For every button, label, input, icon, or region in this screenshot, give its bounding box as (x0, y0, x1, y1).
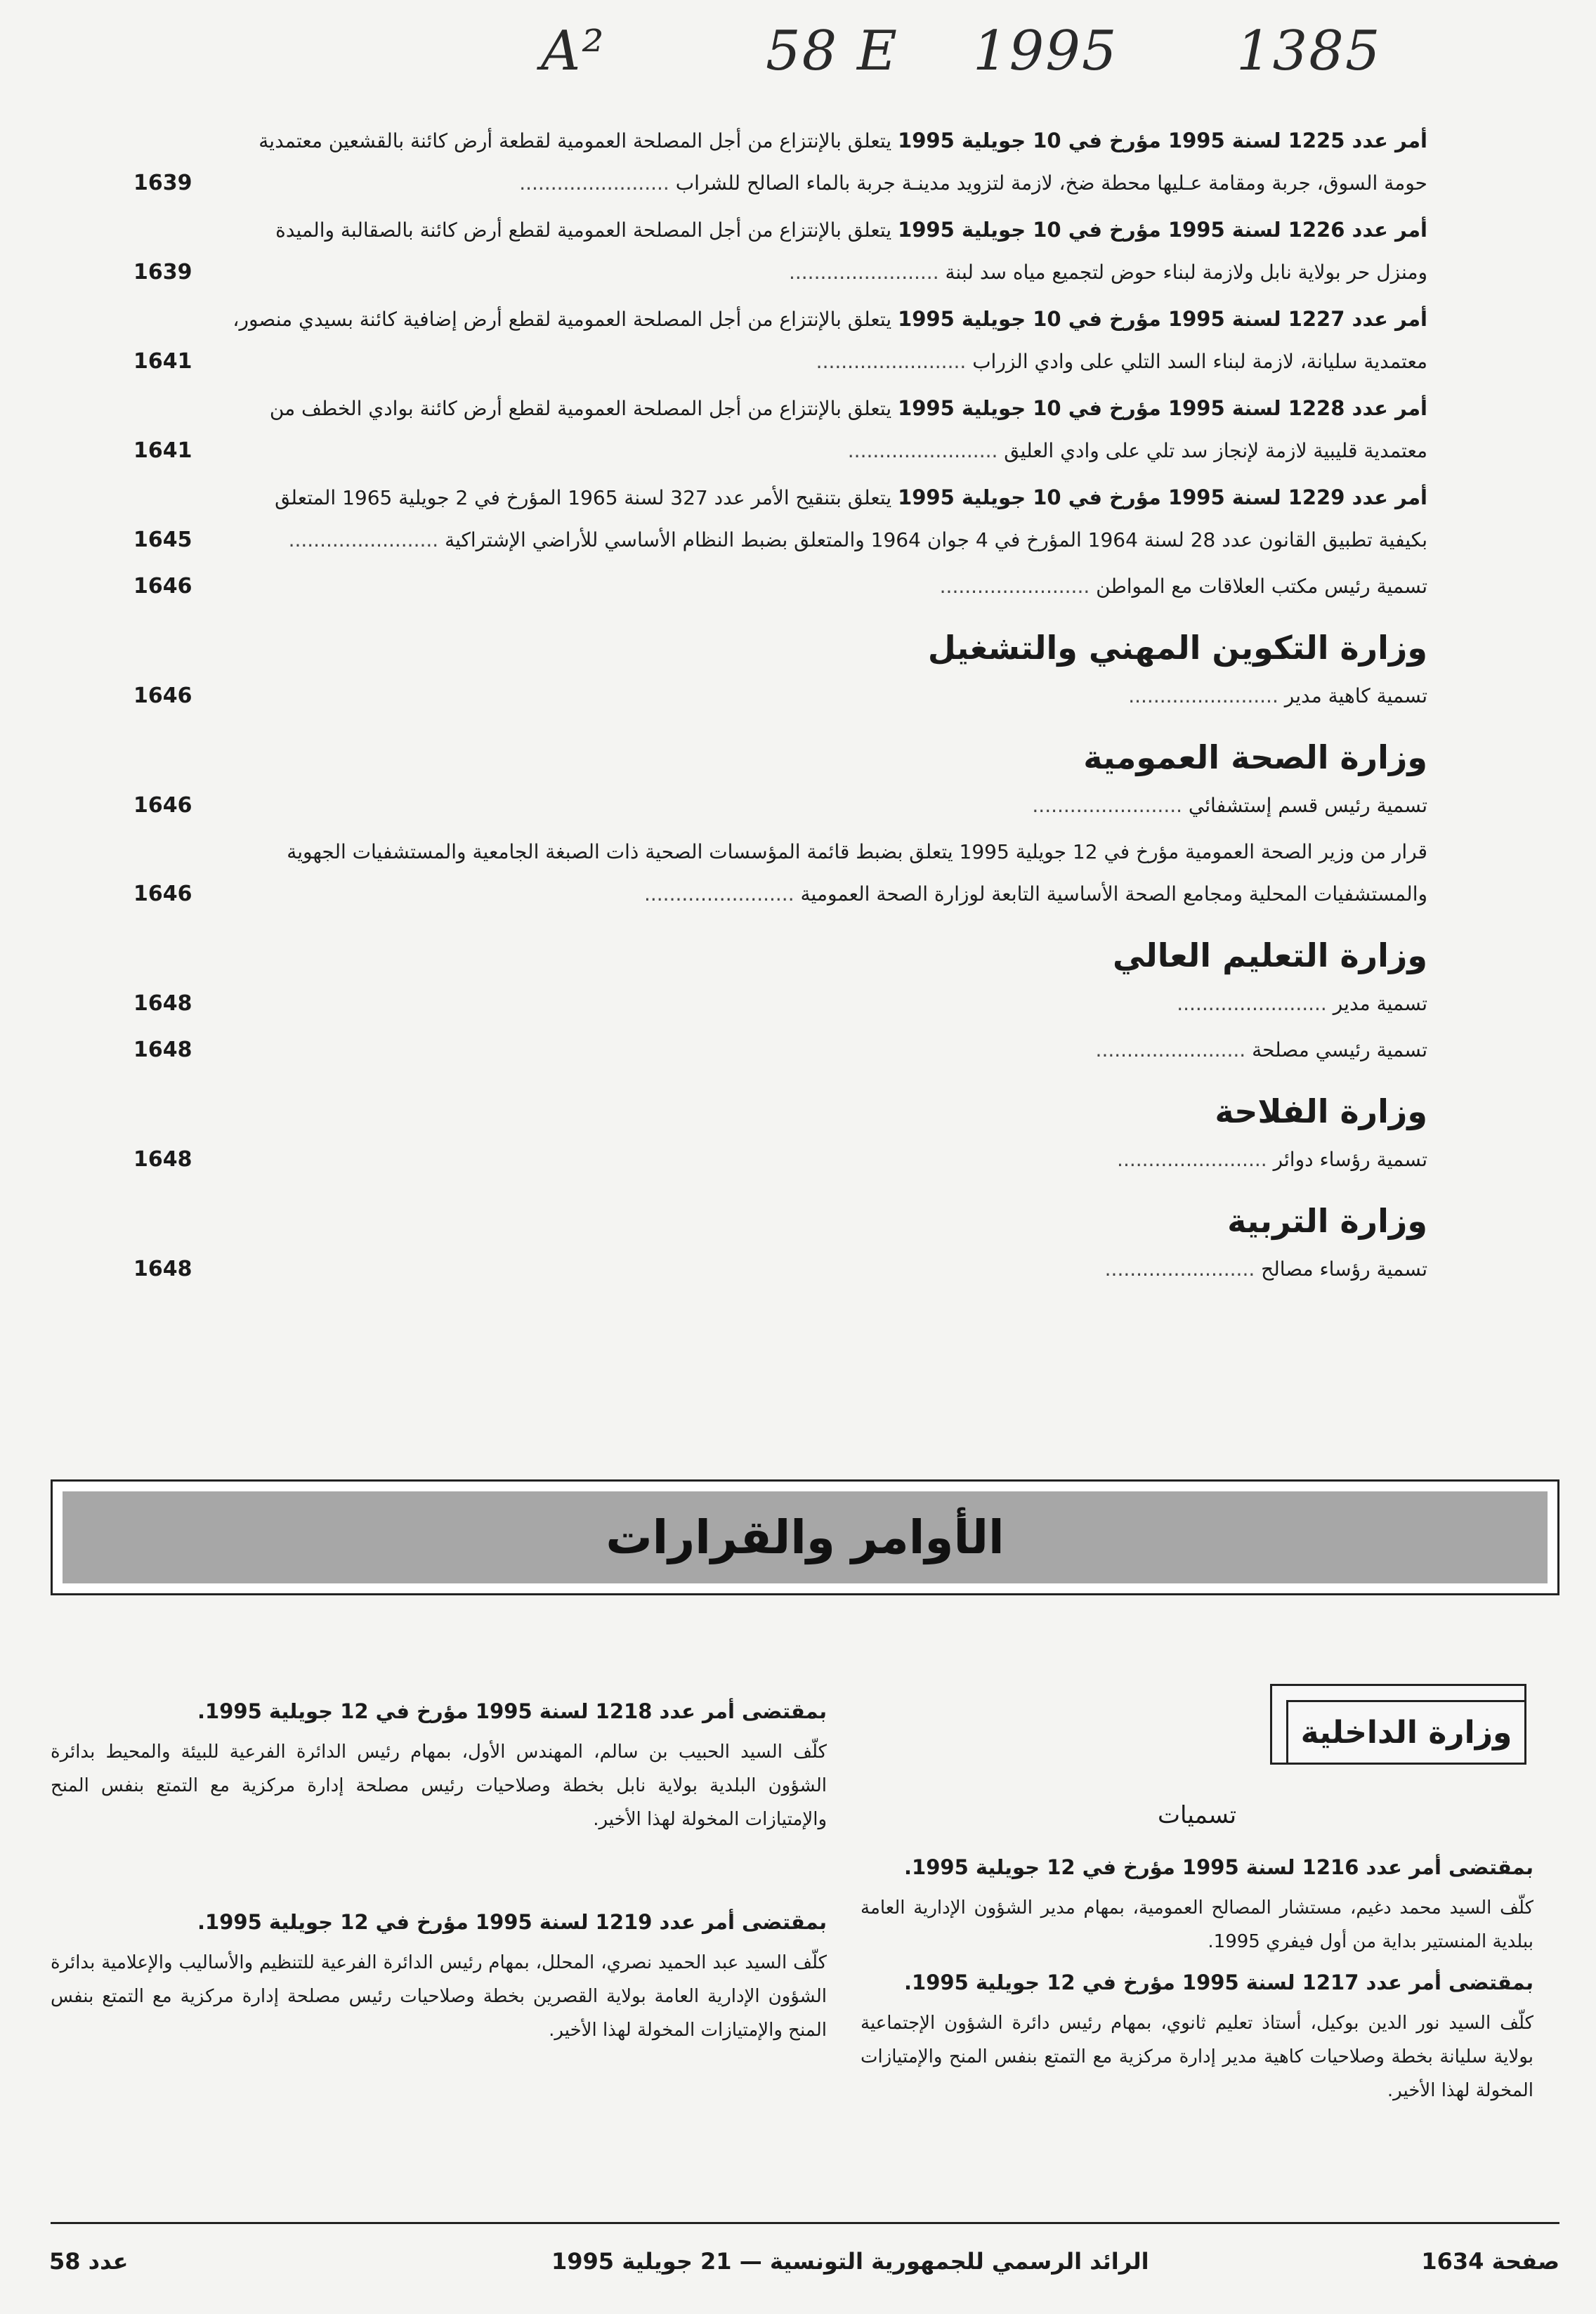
toc-entry-title: تسمية كاهية مدير (1284, 684, 1427, 707)
toc-entry (133, 831, 1427, 915)
toc-entry (133, 1139, 1427, 1181)
subheading: تسميات (1157, 1801, 1237, 1829)
toc-page-number: 1641 (133, 438, 192, 463)
toc-leader-dots: ........................ (519, 171, 676, 195)
toc-leader-dots: ........................ (288, 528, 445, 551)
toc-page-number: 1646 (133, 684, 192, 708)
toc-entry-title: قرار من وزير الصحة العمومية مؤرخ في 12 جويلية 1995 يتعلق بضبط قائمة المؤسسات الصحية ذات الصبغة الجامعية والمستشفيات الجهوية والمستشفيات المحلية ومجامع الصحة الأساسية التابعة لوزارة الصحة العمومية (287, 840, 1427, 906)
toc-leader-dots: ........................ (643, 882, 801, 906)
toc-entry (133, 566, 1427, 608)
toc-entry-decree: أمر عدد 1227 لسنة 1995 مؤرخ في 10 جويلية 1995 (898, 307, 1427, 331)
toc-entry-title: يتعلق بالإنتزاع من أجل المصلحة العمومية لقطع أرض كائنة بالصقالبة والميدة ومنزل حر بولاية نابل ولازمة لبناء حوض لتجميع مياه سد لبنة (275, 218, 1427, 284)
toc-entry (133, 675, 1427, 717)
toc-entry-title: تسمية رئيس قسم إستشفائي (1188, 794, 1427, 817)
toc-entry-title: تسمية رئيس مكتب العلاقات مع المواطن (1096, 575, 1427, 598)
toc-leader-dots: ........................ (1177, 992, 1333, 1015)
decree-heading: بمقتضى أمر عدد 1217 لسنة 1995 مؤرخ في 12 جويلية 1995. (904, 1970, 1533, 1994)
toc-leader-dots: ........................ (1117, 1148, 1274, 1171)
toc-page-number: 1639 (133, 171, 192, 195)
decree-body: كلّف السيد نور الدين بوكيل، أستاذ تعليم ثانوي، بمهام رئيس دائرة الشؤون الإجتماعية بولاية سليانة بخطة وصلاحيات كاهية مدير إدارة مركزية مع التمتع بنفس المنح والإمتيازات المخولة لهذا الأخير. (861, 2013, 1533, 2101)
toc-page-number: 1648 (133, 1038, 192, 1062)
ministry-box-title: وزارة الداخلية (1286, 1700, 1524, 1763)
decree-heading: بمقتضى أمر عدد 1219 لسنة 1995 مؤرخ في 12 جويلية 1995. (197, 1910, 827, 1934)
toc-entry (133, 387, 1427, 472)
toc-entry-title: تسمية رؤساء مصالح (1261, 1257, 1427, 1281)
footer-page-number: صفحة 1634 (1421, 2248, 1559, 2275)
footer-rule (51, 2222, 1559, 2224)
toc-entry-decree: أمر عدد 1225 لسنة 1995 مؤرخ في 10 جويلية 1995 (898, 129, 1427, 152)
toc-page-number: 1646 (133, 882, 192, 906)
ministry-heading: وزارة التكوين المهني والتشغيل (927, 629, 1427, 667)
toc-page-number: 1646 (133, 793, 192, 818)
toc-leader-dots: ........................ (847, 439, 1005, 462)
footer-issue-number: عدد 58 (49, 2248, 129, 2275)
toc-entry (133, 983, 1427, 1025)
toc-entry-text (275, 218, 1427, 284)
toc-entry-title: تسمية رئيسي مصلحة (1252, 1038, 1427, 1061)
toc-entry-text (1117, 1148, 1427, 1171)
toc-entry-title: يتعلق بالإنتزاع من أجل المصلحة العمومية لقطع أرض كائنة بوادي الخطف من معتمدية قليبية لازمة لإنجاز سد تلي على وادي العليق (269, 397, 1427, 462)
toc-entry-text (259, 129, 1427, 195)
toc-entry (133, 476, 1427, 561)
toc-page-number: 1645 (133, 528, 192, 552)
decree-body: كلّف السيد الحبيب بن سالم، المهندس الأول، بمهام رئيس الدائرة الفرعية للبيئة والمحيط بدائرة الشؤون البلدية بولاية نابل بخطة وصلاحيات رئيس مصلحة إدارة مركزية مع التمتع بنفس المنح والإمتيازات المخولة لهذا الأخير. (51, 1741, 827, 1830)
toc-entry (133, 119, 1427, 204)
toc-entry (133, 785, 1427, 827)
decree-heading: بمقتضى أمر عدد 1218 لسنة 1995 مؤرخ في 12 جويلية 1995. (197, 1699, 827, 1723)
toc-entry (133, 1248, 1427, 1290)
toc-page-number: 1641 (133, 349, 192, 374)
toc-leader-dots: ........................ (1128, 684, 1285, 707)
ministry-box (1270, 1684, 1526, 1765)
toc-page-number: 1648 (133, 1147, 192, 1172)
toc-page-number: 1648 (133, 991, 192, 1016)
toc-entry-text (1105, 1257, 1427, 1281)
toc-entry-title: تسمية مدير (1333, 992, 1427, 1015)
toc-entry-text (233, 308, 1427, 373)
table-of-contents (133, 119, 1427, 1295)
toc-entry-text (270, 397, 1427, 462)
ministry-heading: وزارة الفلاحة (1215, 1092, 1427, 1130)
toc-entry-title: تسمية رؤساء دوائر (1273, 1148, 1427, 1171)
toc-entry-title: يتعلق بتنقيح الأمر عدد 327 لسنة 1965 المؤرخ في 2 جويلية 1965 المتعلق بكيفية تطبيق القانون عدد 28 لسنة 1964 المؤرخ في 4 جوان 1964 والمتعلق بضبط النظام الأساسي للأراضي الإشتراكية (275, 486, 1427, 551)
toc-entry-text (1032, 794, 1427, 817)
toc-leader-dots: ........................ (1104, 1257, 1262, 1281)
ministry-heading: وزارة التربية (1227, 1202, 1427, 1240)
toc-leader-dots: ........................ (1032, 794, 1189, 817)
handwritten-annotation-number: 1385 (1236, 20, 1382, 83)
footer-journal-title: الرائد الرسمي للجمهورية التونسية — 21 جويلية 1995 (551, 2248, 1149, 2275)
toc-entry (133, 1029, 1427, 1071)
toc-entry-text (1128, 684, 1427, 707)
toc-leader-dots: ........................ (788, 261, 946, 284)
toc-entry-text (287, 840, 1427, 906)
handwritten-annotation-a2: A² (541, 20, 606, 83)
toc-leader-dots: ........................ (1095, 1038, 1252, 1061)
decree-heading: بمقتضى أمر عدد 1216 لسنة 1995 مؤرخ في 12 جويلية 1995. (904, 1855, 1533, 1879)
ministry-heading: وزارة التعليم العالي (1112, 936, 1427, 974)
toc-leader-dots: ........................ (939, 575, 1097, 598)
ministry-heading: وزارة الصحة العمومية (1083, 738, 1427, 776)
toc-entry-text (940, 575, 1427, 598)
toc-entry-text (275, 486, 1427, 551)
left-column (51, 1693, 827, 2053)
banner-title: الأوامر والقرارات (606, 1510, 1005, 1564)
handwritten-annotation-58e: 58 E (766, 20, 898, 83)
toc-entry (133, 209, 1427, 294)
toc-page-number: 1646 (133, 574, 192, 599)
toc-entry-decree: أمر عدد 1228 لسنة 1995 مؤرخ في 10 جويلية 1995 (898, 396, 1427, 420)
toc-entry-decree: أمر عدد 1229 لسنة 1995 مؤرخ في 10 جويلية 1995 (898, 485, 1427, 509)
decree-body: كلّف السيد عبد الحميد نصري، المحلل، بمهام رئيس الدائرة الفرعية للتنظيم والأساليب والإعلامية بدائرة الشؤون الإدارية العامة بولاية القصرين بخطة وصلاحيات رئيس مصلحة إدارة مركزية مع التمتع بنفس المنح والإمتيازات المخولة لهذا الأخير. (51, 1952, 827, 2041)
toc-entry (133, 298, 1427, 383)
right-column (861, 1798, 1533, 2113)
toc-leader-dots: ........................ (816, 350, 973, 373)
toc-page-number: 1648 (133, 1257, 192, 1281)
decree-body: كلّف السيد محمد دغيم، مستشار المصالح العمومية، بمهام مدير الشؤون الإدارية العامة ببلدية المنستير بداية من أول فيفري 1995. (861, 1897, 1533, 1952)
toc-entry-decree: أمر عدد 1226 لسنة 1995 مؤرخ في 10 جويلية 1995 (898, 218, 1427, 242)
toc-entry-title: يتعلق بالإنتزاع من أجل المصلحة العمومية لقطعة أرض كائنة بالقشعين معتمدية حومة السوق، جربة ومقامة عـليها محطة ضخ، لازمة لتزويد مدينـة جربة بالماء الصالح للشراب (259, 129, 1427, 195)
toc-entry-text (1096, 1038, 1427, 1061)
toc-page-number: 1639 (133, 260, 192, 285)
toc-entry-title: يتعلق بالإنتزاع من أجل المصلحة العمومية لقطع أرض إضافية كائنة بسيدي منصور، معتمدية سليانة، لازمة لبناء السد التلي على وادي الزراب (233, 308, 1427, 373)
section-banner (51, 1479, 1559, 1595)
toc-entry-text (1177, 992, 1427, 1015)
handwritten-annotation-year: 1995 (973, 20, 1118, 83)
